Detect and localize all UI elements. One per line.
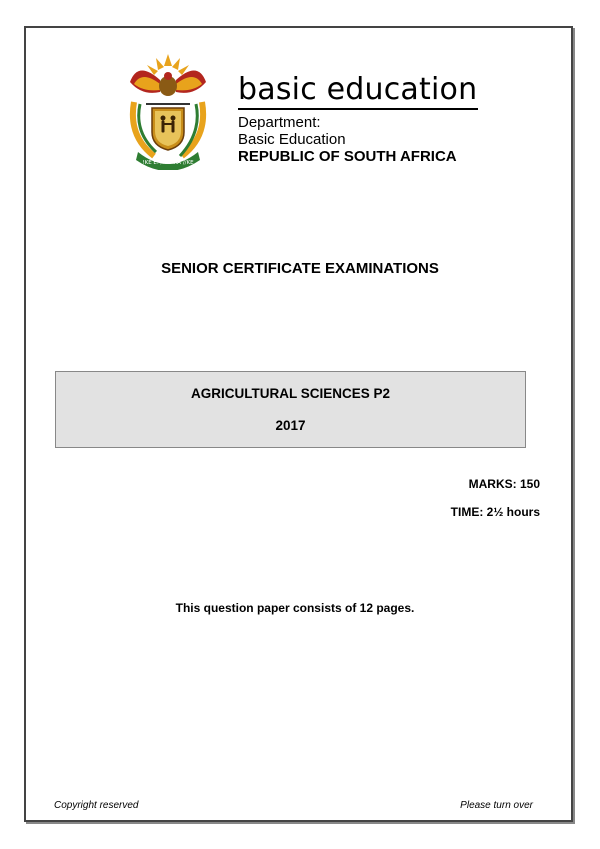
subject-title: AGRICULTURAL SCIENCES P2 <box>190 386 391 401</box>
republic-label: REPUBLIC OF SOUTH AFRICA <box>238 148 457 165</box>
department-label <box>238 114 346 148</box>
time-label: TIME: 2½ hours <box>450 505 540 519</box>
brand-divider <box>238 108 478 110</box>
turn-over-footer: Please turn over <box>460 800 533 811</box>
exam-year: 2017 <box>275 418 306 433</box>
subject-box <box>55 371 526 448</box>
crest-motto: !KE E: /XARRA //KE <box>142 160 194 166</box>
exam-title: SENIOR CERTIFICATE EXAMINATIONS <box>161 260 439 277</box>
department-line-1: Department: <box>238 114 321 131</box>
pages-note: This question paper consists of 12 pages. <box>175 601 415 615</box>
brand-name: basic education <box>238 72 478 107</box>
coat-of-arms-icon <box>120 52 216 170</box>
department-line-2: Basic Education <box>238 131 346 148</box>
marks-label: MARKS: 150 <box>468 477 540 491</box>
copyright-footer: Copyright reserved <box>54 800 139 811</box>
